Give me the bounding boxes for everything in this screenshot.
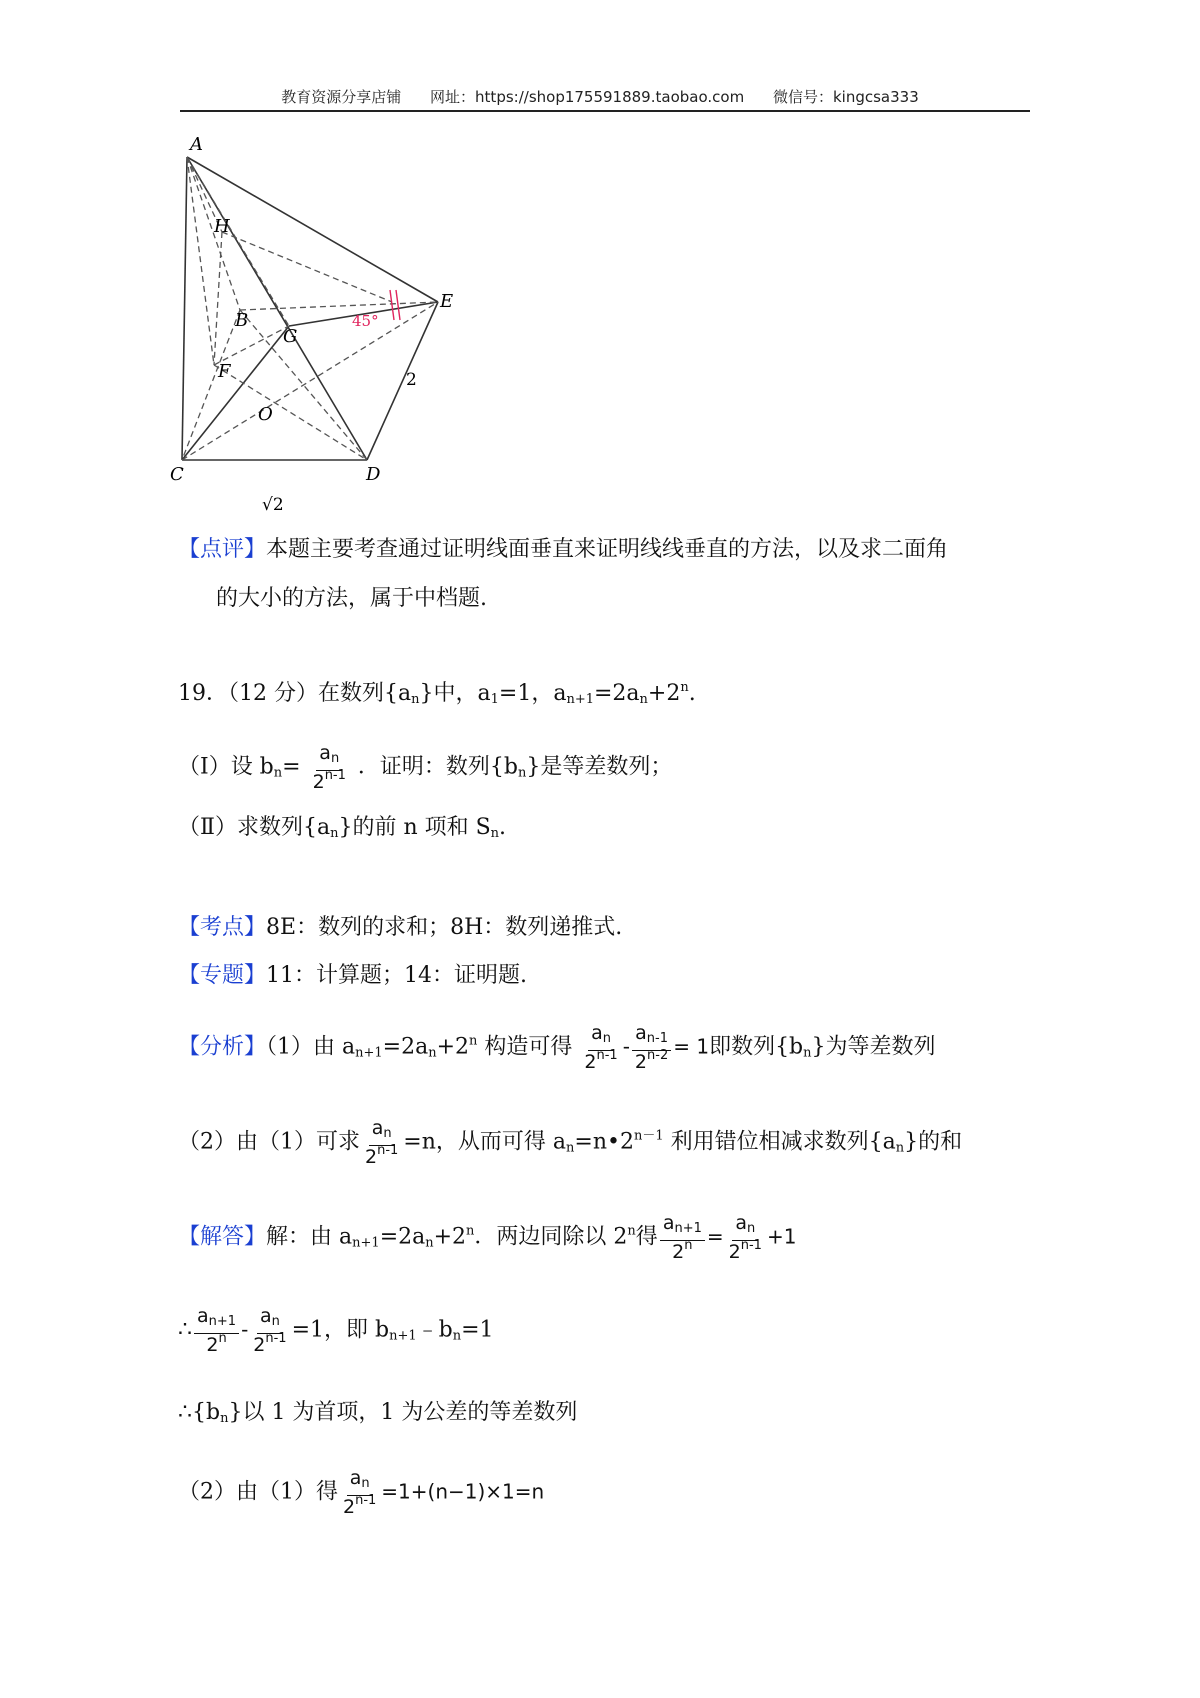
kaodian-line: 【考点】8E：数列的求和；8H：数列递推式. [178, 915, 623, 940]
review-line1: 【点评】本题主要考查通过证明线面垂直来证明线线垂直的方法，以及求二面角 [178, 537, 949, 562]
problem-head: 19．（12 分）在数列$\{a_n\}$中，$a_1=1$，$a_{n+1}=2a_n+2^n$. [178, 680, 696, 707]
header-url: 网址：https://shop175591889.taobao.com [430, 88, 745, 106]
label-H: H [214, 216, 230, 237]
fraction-bn: $\frac{a_n}{2^{n-1}}$ [312, 742, 346, 793]
edge-de-label: 2 [406, 370, 417, 390]
label-F: F [218, 361, 231, 382]
problem-part2: （Ⅱ）求数列$\{a_n\}$的前 n 项和 $S_n$. [178, 815, 507, 841]
jieda-line1: 【解答】解：由 $a_{n+1}=2a_n+2^n$．两边同除以 2$^n$得 $\frac{a_{n+1}}{2^n}$ = $\frac{a_n}{2^{n-1}}$ +1 [178, 1212, 797, 1263]
review-tag: 【点评】 [178, 537, 267, 562]
geometry-figure [170, 130, 490, 520]
fenxi-line1: 【分析】（1）由 $a_{n+1}=2a_n+2^n$ 构造可得 $\frac{a_n}{2^{n-1}}$ - $\frac{a_{n-1}}{2^{n-2}}$ = 1即数列$\{b_n\}$为等差数列 [178, 1022, 936, 1073]
label-D: D [366, 464, 381, 485]
edge-cd-label: √2 [262, 495, 284, 515]
label-C: C [170, 464, 184, 485]
jieda-line3: $\therefore\{b_n\}$以 1 为首项，1 为公差的等差数列 [178, 1400, 578, 1426]
label-G: G [283, 326, 298, 347]
label-B: B [235, 310, 249, 331]
problem-part1: （Ⅰ）设 $b_n=$ $\frac{a_n}{2^{n-1}}$ ．证明：数列$\{b_n\}$是等差数列； [178, 742, 673, 793]
header-wechat: 微信号：kingcsa333 [772, 88, 919, 106]
jieda-line2: ∴ $\frac{a_{n+1}}{2^n}$ - $\frac{a_n}{2^{n-1}}$ =1，即 $b_{n+1}﹣b_n=1$ [178, 1305, 494, 1356]
label-E: E [440, 291, 454, 312]
zhuanti-line: 【专题】11：计算题；14：证明题. [178, 963, 527, 988]
jieda-line4: （2）由（1）得 $\frac{a_n}{2^{n-1}}$ =1+(n−1)×1=n [178, 1467, 545, 1518]
angle-label: 45° [352, 312, 379, 330]
fenxi-line2: （2）由（1）可求 $\frac{a_n}{2^{n-1}}$ =n，从而可得 $a_n=n•2^{n-1}$ 利用错位相减求数列$\{a_n\}$的和 [178, 1117, 963, 1168]
page-header [0, 86, 1200, 107]
header-shop: 教育资源分享店铺 [281, 88, 402, 106]
review-line2: 的大小的方法，属于中档题. [216, 586, 487, 611]
header-divider [180, 110, 1030, 112]
label-A: A [190, 134, 203, 155]
label-O: O [258, 404, 273, 425]
